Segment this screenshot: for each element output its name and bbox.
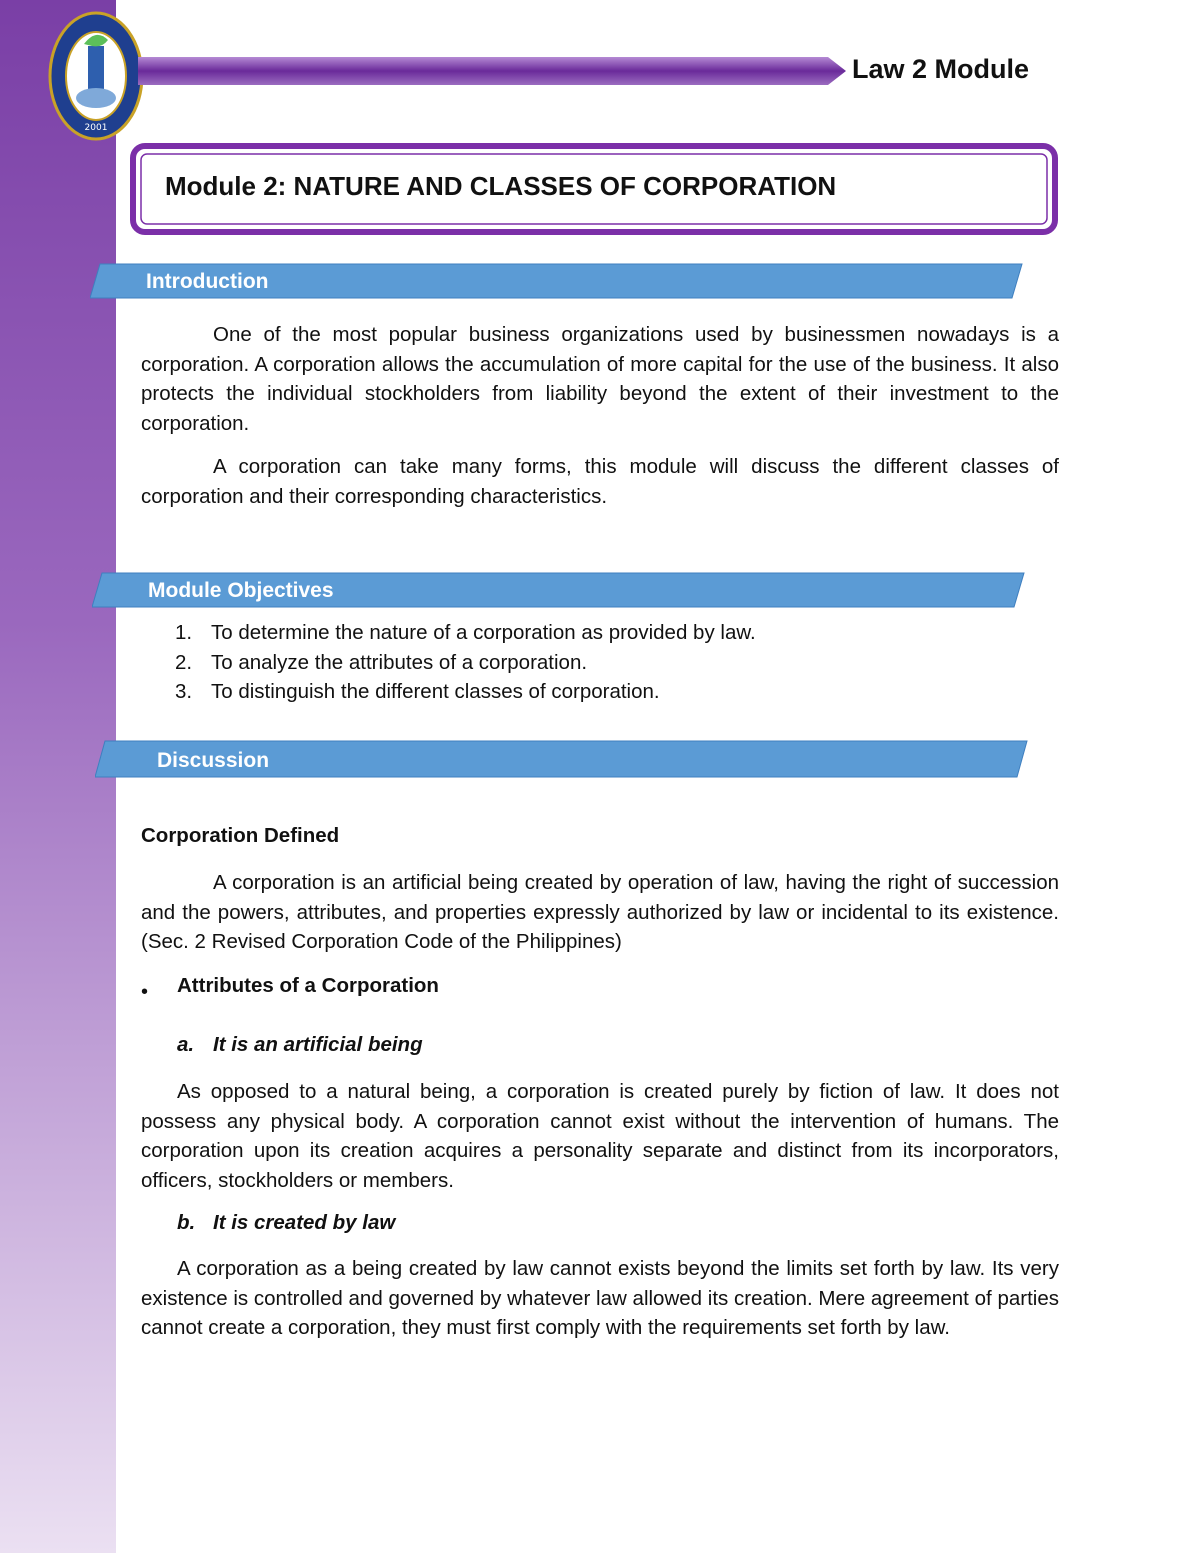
introduction-banner — [90, 263, 1024, 299]
discussion-banner — [95, 740, 1029, 776]
attributes-heading: Attributes of a Corporation — [177, 974, 439, 997]
list-number: 2. — [175, 650, 193, 674]
objectives-heading: Module Objectives — [148, 579, 334, 602]
intro-paragraph-1: One of the most popular business organizations used by businessmen nowadays is a corporation. A corporation allows the accumulation of more capital for the use of the business. It also protects the individual stockholders from liability beyond the extent of their investment to the corporation. — [141, 323, 1059, 435]
list-item-text: To distinguish the different classes of corporation. — [211, 680, 660, 704]
header-title: Law 2 Module — [852, 54, 1030, 84]
header-arrow-bar — [138, 55, 848, 87]
list-item-text: To analyze the attributes of a corporation. — [211, 650, 588, 674]
attribute-b-heading — [177, 1211, 395, 1235]
attribute-b-title: It is created by law — [213, 1211, 396, 1234]
list-item-text: To determine the nature of a corporation as provided by law. — [211, 621, 756, 644]
definition-paragraph: A corporation is an artificial being created by operation of law, having the right of succession and the powers, attributes, and properties expressly authorized by law or incidental to its existence. (Sec. 2 Revised Corporation Code of the Philippines) — [141, 871, 1059, 954]
objectives-list — [141, 618, 756, 707]
introduction-heading: Introduction — [146, 270, 269, 293]
attribute-b-letter: b. — [177, 1211, 196, 1234]
attribute-a-title: It is an artificial being — [213, 1033, 423, 1056]
objectives-banner — [92, 572, 1026, 608]
attribute-a-letter: a. — [177, 1033, 195, 1056]
module-title: Module 2: NATURE AND CLASSES OF CORPORATION — [165, 171, 837, 201]
attribute-b-paragraph: A corporation as a being created by law cannot exists beyond the limits set forth by law. Its very existence is controlled and governed by whatever law allowed its creation. Mere agreement of parties cannot create a corporation, they must first comply with the requirements set forth by law. — [141, 1257, 1059, 1340]
discussion-heading: Discussion — [157, 749, 270, 772]
corporation-defined-heading: Corporation Defined — [141, 824, 340, 847]
bullet-icon: • — [141, 981, 149, 1003]
list-item — [141, 677, 756, 707]
attribute-a-paragraph: As opposed to a natural being, a corporation is created purely by fiction of law. It does not possess any physical body. A corporation cannot exist without the intervention of humans. The corporation upon its creation acquires a personality separate and distinct from its incorporators, officers, stockholders or members. — [141, 1080, 1059, 1192]
university-seal-logo — [48, 10, 144, 142]
intro-paragraph-2: A corporation can take many forms, this module will discuss the different classes of corporation and their corresponding characteristics. — [141, 455, 1059, 508]
attribute-a-heading — [177, 1033, 423, 1057]
list-item — [141, 648, 756, 678]
list-number: 3. — [175, 680, 193, 704]
svg-text:2001: 2001 — [84, 123, 108, 133]
list-item — [141, 618, 756, 648]
list-number: 1. — [175, 621, 193, 644]
